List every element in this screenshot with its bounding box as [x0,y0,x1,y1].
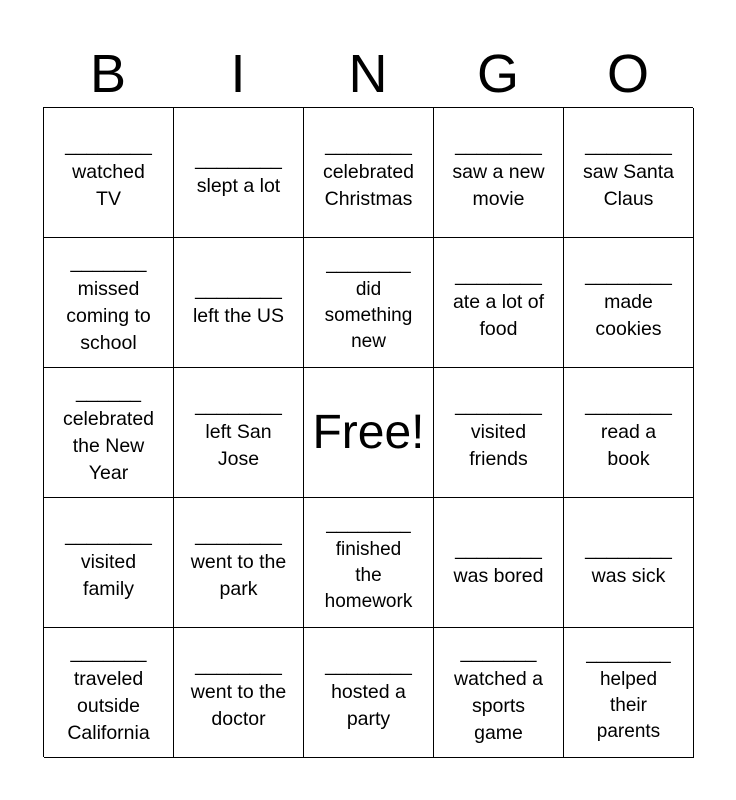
bingo-cell[interactable] [44,108,174,238]
header-letter-o: O [606,44,649,104]
bingo-cell[interactable] [434,238,564,368]
cell-text: ________ read a book [585,394,672,470]
bingo-cell[interactable] [564,238,694,368]
bingo-cell[interactable] [174,498,304,628]
bingo-cell[interactable] [304,108,434,238]
bingo-cell[interactable] [44,238,174,368]
cell-text: ________ was bored [453,537,544,587]
cell-text: ________ did something new [324,252,413,352]
cell-text: ________ helped their parents [586,642,671,742]
bingo-cell[interactable] [564,498,694,628]
bingo-cell[interactable] [174,238,304,368]
bingo-cell[interactable] [304,628,434,758]
bingo-cell[interactable] [434,628,564,758]
cell-text: ________ saw Santa Claus [582,134,675,210]
bingo-board [43,107,693,757]
bingo-cell[interactable] [434,108,564,238]
bingo-cell[interactable] [564,628,694,758]
bingo-cell[interactable] [174,368,304,498]
bingo-cell[interactable] [44,368,174,498]
cell-text: ________ celebrated Christmas [322,134,415,210]
free-space-label: Free! [312,405,425,459]
bingo-cell[interactable] [304,498,434,628]
cell-text: ________ left the US [192,277,285,327]
cell-text: ________ watched TV [65,134,152,210]
bingo-cell[interactable] [434,498,564,628]
cell-text: ________ left San Jose [195,394,282,470]
header-letter-i: I [230,44,246,104]
bingo-cell[interactable] [434,368,564,498]
bingo-cell[interactable] [174,108,304,238]
bingo-cell[interactable] [564,108,694,238]
cell-text: ______ celebrated the New Year [62,380,155,484]
cell-text: ________ saw a new movie [452,134,545,210]
cell-text: _______ traveled outside California [67,640,150,744]
cell-text: ________ visited family [65,524,152,600]
cell-text: ________ ate a lot of food [452,264,545,340]
cell-text: _______ missed coming to school [66,250,151,354]
cell-text: ________ finished the homework [324,512,413,612]
header-letter-b: B [89,44,127,104]
cell-text: ________ went to the park [190,524,287,600]
bingo-header [43,42,693,106]
bingo-cell[interactable] [44,628,174,758]
cell-text: ________ hosted a party [325,654,412,730]
header-letter-g: G [476,44,519,104]
bingo-cell[interactable] [174,628,304,758]
bingo-cell[interactable] [564,368,694,498]
free-space[interactable] [304,368,434,498]
cell-text: ________ visited friends [455,394,542,470]
cell-text: ________ made cookies [585,264,672,340]
cell-text: ________ went to the doctor [190,654,287,730]
bingo-cell[interactable] [44,498,174,628]
header-letter-n: N [348,44,388,104]
cell-text: _______ watched a sports game [454,640,543,744]
cell-text: ________ was sick [585,537,672,587]
cell-text: ________ slept a lot [195,147,282,197]
bingo-cell[interactable] [304,238,434,368]
